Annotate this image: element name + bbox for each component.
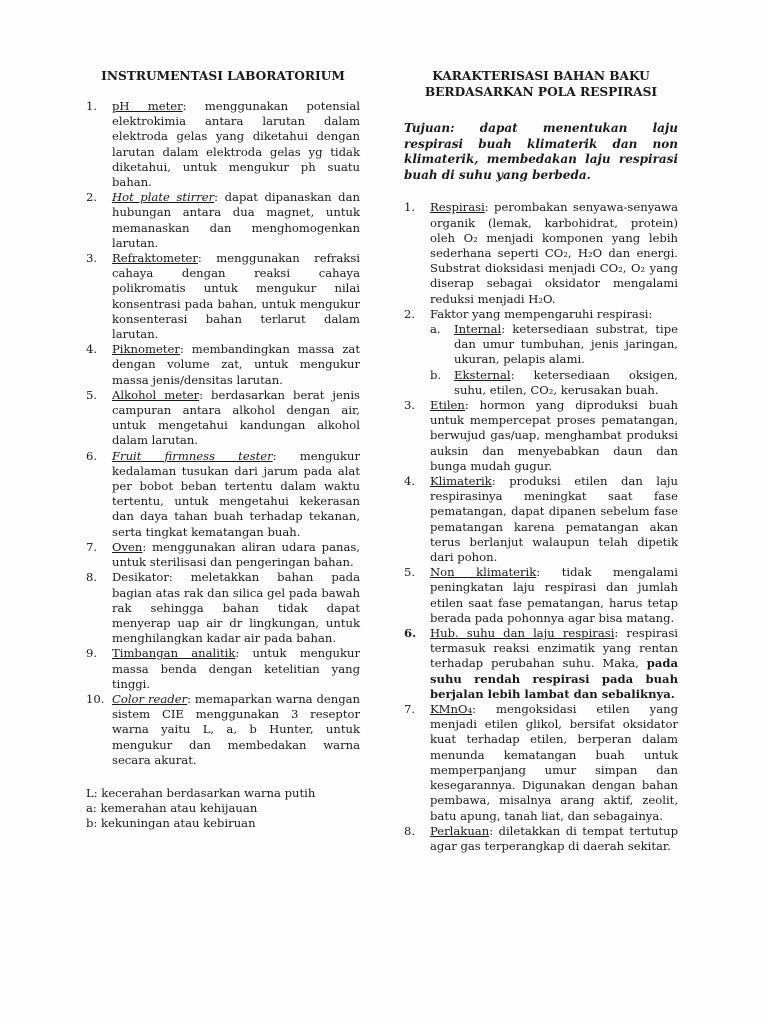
list-item: 6. Hub. suhu dan laju respirasi: respirasi termasuk reaksi enzimatik yang rentan terhadap perubahan suhu. Maka, pada suhu rendah respirasi pada buah berjalan lebih lambat dan sebaliknya. [404,626,678,701]
list-item: 1. Respirasi: perombakan senyawa-senyawa organik (lemak, karbohidrat, protein) oleh O₂ menjadi komponen yang lebih sederhana seperti CO₂, H₂O dan energi. Substrat dioksidasi menjadi CO₂, O₂ yang diserap sebagai oksidator mengalami reduksi menjadi H₂O. [404,200,678,306]
list-item: 4. Klimaterik: produksi etilen dan laju respirasinya meningkat saat fase pematangan, dapat dipanen sebelum fase pematangan karena pematangan akan terus berlanjut walaupun telah dipetik dari pohon. [404,474,678,565]
list-item: 7. Oven: menggunakan aliran udara panas, untuk sterilisasi dan pengeringan bahan. [86,539,360,570]
left-column [86,68,360,832]
list-item: 2. Faktor yang mempengaruhi respirasi: a. Internal: ketersediaan substrat, tipe dan umur tumbuhan, jenis jaringan, ukuran, pelapis alami. b. Eksternal: ketersediaan oksigen, suhu, etilen, CO₂, kerusakan buah. [404,306,678,397]
list-item: 5. Alkohol meter: berdasarkan berat jenis campuran antara alkohol dengan air, untuk mengetahui kandungan alkohol dalam larutan. [86,387,360,448]
right-column [404,68,678,854]
instrument-term: Timbangan analitik [112,646,236,661]
list-item: 8. Desikator: meletakkan bahan pada bagian atas rak dan silica gel pada bawah rak sehingga bahan tidak dapat menyerap uap air dr lingkungan, untuk menghilangkan kadar air pada bahan. [86,570,360,646]
respiration-list [404,200,678,854]
instrument-term: Fruit firmness tester [112,448,273,463]
instrument-term: Alkohol meter [112,387,200,402]
instrument-term: pH meter [112,99,183,113]
legend-line: L: kecerahan berdasarkan warna putih [86,785,316,800]
term-kmno4: KMnO₄ [430,702,473,717]
term-etilen: Etilen [430,398,465,413]
key-conclusion: pada suhu rendah respirasi pada buah berjalan lebih lambat dan sebaliknya. [430,656,678,701]
instrument-term: Color reader [112,691,188,706]
legend-line: a: kemerahan atau kehijauan [86,801,258,816]
list-item: 5. Non klimaterik: tidak mengalami peningkatan laju respirasi dan jumlah etilen saat fase pematangan, harus tetap berada pada pohonnya agar bisa matang. [404,565,679,625]
list-item: 7. KMnO₄: mengoksidasi etilen yang menjadi etilen glikol, bersifat oksidator kuat terhadap etilen, berperan dalam menunda kematangan buah untuk memperpanjang umur simpan dan kesegarannya. Digunakan dengan bahan pembawa, misalnya arang aktif, zeolit, batu apung, tanah liat, dan sebagainya. [404,702,678,823]
right-title-line1: KARAKTERISASI BAHAN BAKU [432,69,650,83]
list-item: 2. Hot plate stirrer: dapat dipanaskan dan hubungan antara dua magnet, untuk memanaskan dan menghomogenkan larutan. [86,190,360,250]
list-item: 4. Piknometer: membandingkan massa zat dengan volume zat, untuk mengukur massa jenis/densitas larutan. [86,342,360,387]
list-item: 3. Refraktometer: menggunakan refraksi cahaya dengan reaksi cahaya polikromatis untuk mengukur nilai konsentrasi pada bahan, untuk mengukur konsenterasi bahan terlarut dalam larutan. [86,251,360,342]
instrument-term: Oven [112,539,143,554]
list-item: 1. pH meter: menggunakan potensial elektrokimia antara larutan dalam elektroda gelas yang diketahui dengan larutan dalam elektroda gelas yg tidak diketahui, untuk mengukur ph suatu bahan. [86,99,360,190]
instrument-term: Piknometer [112,342,180,357]
term-klimaterik: Klimaterik [430,474,492,489]
term-hub-suhu: Hub. suhu dan laju respirasi [430,626,615,641]
right-title-line2: BERDASARKAN POLA RESPIRASI [424,85,658,99]
list-item: 10. Color reader: memaparkan warna dengan sistem CIE menggunakan 3 reseptor warna yaitu L, a, b Hunter, untuk mengukur dan membedakan warna secara akurat. [86,691,360,767]
instrument-term: Refraktometer [112,251,198,266]
factor-sublist [430,322,678,398]
list-item: 3. Etilen: hormon yang diproduksi buah untuk mempercepat proses pematangan, berwujud gas/uap, menghambat produksi auksin dan menyebabkan daun dan bunga mudah gugur. [404,398,678,473]
color-legend [86,786,360,832]
term-perlakuan: Perlakuan [430,823,490,838]
objective-text: Tujuan: dapat menentukan laju respirasi buah klimaterik dan non klimaterik, membedakan laju respirasi buah di suhu yang berbeda. [404,121,678,182]
term-non-klimaterik: Non klimaterik [430,565,537,580]
instrument-term: Hot plate stirrer [112,190,215,205]
instrument-list [86,99,360,768]
sub-item-internal: a. Internal: ketersediaan substrat, tipe dan umur tumbuhan, jenis jaringan, ukuran, pelapis alami. [430,322,678,367]
list-item: 6. Fruit firmness tester: mengukur kedalaman tusukan dari jarum pada alat per bobot beban tertentu dalam waktu tertentu, untuk mengetahui kekerasan dan daya tahan buah terhadap tekanan, serta tingkat kematangan buah. [86,448,360,539]
sub-item-eksternal: b. Eksternal: ketersediaan oksigen, suhu, etilen, CO₂, kerusakan buah. [430,367,678,397]
legend-line: b: kekuningan atau kebiruan [86,816,256,831]
list-item: 9. Timbangan analitik: untuk mengukur massa benda dengan ketelitian yang tinggi. [86,646,360,691]
left-column-title: INSTRUMENTASI LABORATORIUM [101,69,345,83]
right-column-title [404,68,678,100]
term-respirasi: Respirasi [430,200,485,215]
list-item: 8. Perlakuan: diletakkan di tempat tertutup agar gas terperangkap di daerah sekitar. [404,823,678,853]
